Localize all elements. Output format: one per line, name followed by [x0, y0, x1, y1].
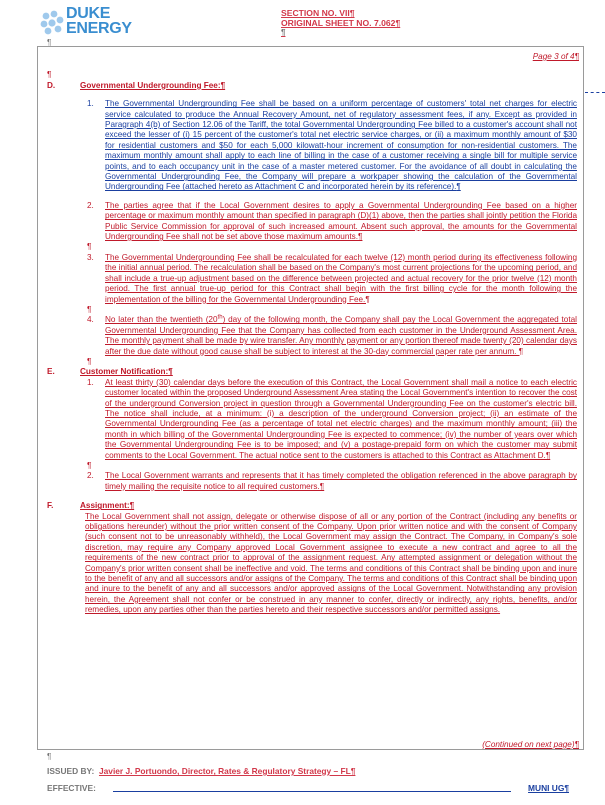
sheet-number: ORIGINAL SHEET NO. 7.062¶ — [281, 18, 401, 28]
item-text: The Governmental Undergrounding Fee shall be based on a uniform percentage of customers' total net charges for electric service calculated to produce the Annual Recovery Amount, net of regulatory assessment fees, if any. Except as provided in Paragraph 4(b) of Section 12.06 of the Tariff, the total Governmental Undergrounding Fee billed to a customer's account shall not exceed the lesser of (i) 15 percent of the customer's total net electric service charges, or (ii) a maximum monthly amount of $30 for residential customers and $50 for each 5,000 kilowatt-hour increment of consumption for non-residential customers. The maximum monthly amount shall apply to each line of billing in the case of a customer receiving a single bill for multiple service points, and to each occupancy unit in the case of a master metered customer. For the avoidance of all doubt in calculating the Governmental Undergrounding Fee, the — [105, 99, 577, 182]
pilcrow: ¶ — [281, 28, 286, 37]
continued-label: (Continued on next page)¶ — [482, 740, 579, 749]
effective-date-line — [113, 791, 511, 792]
sheet-header — [281, 8, 400, 38]
section-letter: D. — [47, 80, 56, 90]
pilcrow: ¶ — [456, 182, 461, 192]
section-f-heading — [47, 501, 577, 511]
section-letter: F. — [47, 501, 54, 511]
item-number: 2. — [87, 471, 94, 481]
item-number: 3. — [87, 252, 94, 262]
section-title: Assignment:¶ — [80, 501, 135, 511]
pilcrow: ¶ — [47, 38, 52, 47]
section-d-item-2 — [47, 201, 577, 243]
pilcrow-line: ¶ — [87, 356, 92, 366]
section-letter: E. — [47, 367, 55, 377]
issued-by-name: Javier J. Portuondo, Director, Rates & Regulatory Strategy – FL¶ — [98, 766, 356, 776]
pilcrow-line: ¶ — [87, 242, 92, 252]
superscript: th — [217, 314, 223, 321]
pilcrow: ¶ — [47, 752, 52, 761]
issued-by-label: ISSUED BY: — [47, 766, 95, 776]
pilcrow: ¶ — [47, 70, 52, 80]
section-d-item-1 — [47, 99, 577, 193]
item-text: ) day of the following month, the Company shall pay the Local Government the aggregated total Governmental Undergrounding Fee that the Company has collected from each customer in the Underground Assessment Area. The monthly payment shall be made by wire transfer. Any monthly payment or any portion thereof made twenty (20) calendar days after the due date without good cause shall be subject to interest at the 30-day commercial paper rate per annum. ¶ — [105, 315, 577, 356]
item-text: The parties agree that if the Local Government desires to apply a Governmental Undergrounding Fee based on a higher percentage or maximum monthly amount than specified in paragraph (D)(1) above, then the parties shall jointly petition the Florida Public Service Commission for approval of such increased amount. Absent such approval, the amounts for the Governmental Undergrounding Fee shall not be set above those maximum amounts.¶ — [105, 200, 577, 242]
item-number: 2. — [87, 200, 94, 210]
comment-connector — [585, 92, 605, 93]
section-d-item-3 — [47, 253, 577, 305]
document-body — [47, 62, 577, 616]
item-text: At least thirty (30) calendar days before the execution of this Contract, the Local Government shall mail a notice to each electric customer located within the proposed Underground Assessment Area stating the Local Government's intention to recover the cost of the underground Conversion project in question through a Governmental Undergrounding Fee on the customer's electric bill. The notice shall include, at a minimum: (i) a description of the underground Conversion project; (ii) an estimate of the Governmental Undergrounding Fee (as a percentage of total net electric charges) and the maximum monthly amount; (iii) the month in which billing of the Governmental Undergrounding Fee is expected to commence; (iv) the number of years over which the Governmental Undergrounding Fee is to be imposed; and (v) a postage-prepaid form on which the customer may submit comments to the Local Government. The actual notice sent to the customers is attached to this Contract as Attachment D.¶ — [105, 377, 577, 460]
item-number: 1. — [87, 377, 94, 387]
section-d-item-4 — [47, 315, 577, 357]
section-d-heading — [47, 81, 577, 91]
item-text: The Governmental Undergrounding Fee shall be recalculated for each twelve (12) month period during its effectiveness following the initial annual period. The recalculation shall be based on the Company's most current projections for the upcoming period, and shall include a true-up adjustment based on the difference between projected and actual recovery for the prior twelve (12) month period. The first annual true-up period for this Contract shall begin with the first billing cycle for the month following the implementation of the billing for the Governmental Undergrounding Fee.¶ — [105, 252, 577, 304]
pilcrow-line: ¶ — [87, 461, 92, 471]
item-text: The Local Government warrants and represents that it has timely completed the obligation referenced in the above paragraph by timely mailing the requisite notice to all required customers.¶ — [105, 471, 577, 491]
assignment-paragraph: The Local Government shall not assign, delegate or otherwise dispose of all or any portion of the Contract (including any benefits or obligations hereunder) without the prior written consent of the Company. Upon prior written notice and with the consent of Company (such consent not to be unreasonably withheld), the Local Government may assign the Contract. The Company, in Company's sole discretion, may require any Company approved Local Government assignee to execute a new contract and agree to all the requirements of the new contract prior to approval of the assignment request. Any attempted assignment or delegation without the Company's prior written consent shall be ineffective and void. The terms and conditions of this Contract shall be binding upon and inure to the benefit of any and all successors and/or assigns of the Company. The terms and conditions of this Contract shall be binding upon and inure to the benefit of any and all successors and/or approved assigns of the Local Government. Notwithstanding any provision herein, the Agreement shall not confer or be construed in any manner to confer, directly or indirectly, any rights, benefits, and/or remedies, upon any parties other than the parties hereto and their respective successors and/or permitted assigns. — [85, 511, 577, 615]
item-number: 1. — [87, 99, 94, 109]
item-text: No later than the twentieth (20 — [105, 315, 218, 325]
page-label: Page 3 of 4¶ — [532, 52, 579, 61]
item-text-inserted: Company will prepare a workpaper showing the calculation of the Governmental Undergrounding Fee (attached hereto as Attachment C and incorporated herein by its reference). — [105, 172, 577, 192]
pilcrow-line: ¶ — [87, 304, 92, 314]
effective-line — [47, 783, 577, 793]
section-title: Customer Notification:¶ — [80, 367, 173, 377]
item-number: 4. — [87, 315, 94, 325]
logo-text: DUKE ENERGY — [66, 5, 132, 37]
muni-label: MUNI UG¶ — [528, 783, 569, 793]
section-number: SECTION NO. VII¶ — [281, 8, 355, 18]
issued-by-line — [47, 766, 355, 776]
section-e-item-1 — [47, 378, 577, 461]
section-title: Governmental Undergrounding Fee:¶ — [80, 80, 226, 90]
section-e-heading — [47, 367, 577, 377]
effective-label: EFFECTIVE: — [47, 783, 96, 793]
section-e-item-2 — [47, 471, 577, 492]
